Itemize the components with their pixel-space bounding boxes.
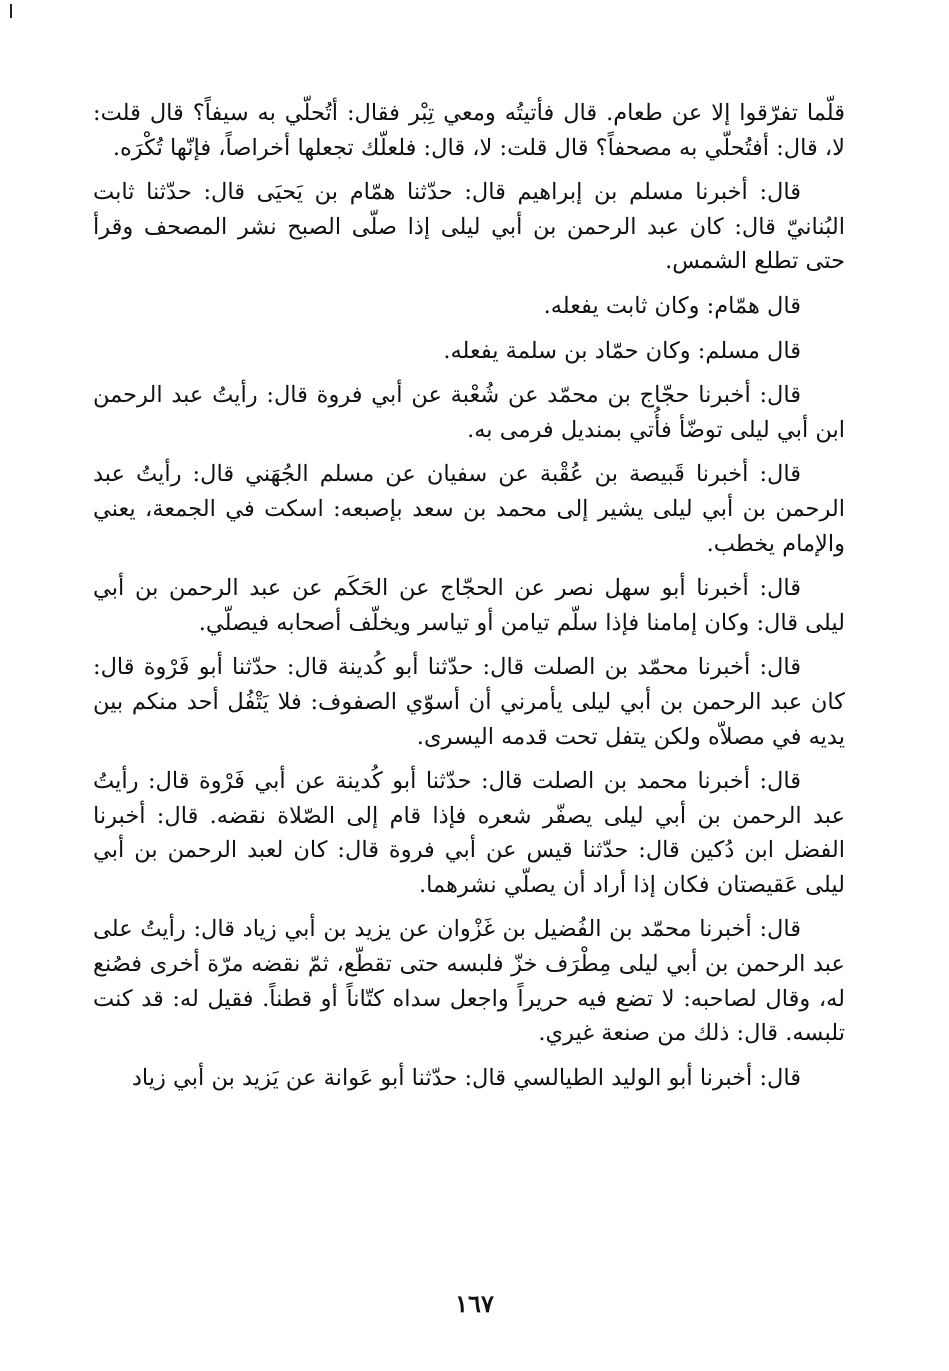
paragraph-9: قال: أخبرنا محمد بن الصلت قال: حدّثنا أبو كُدينة عن أبي فَرْوة قال: رأيتُ عبد الرحمن بن أبي ليلى يصفّر شعره فإذا قام إلى الصّلاة نقضه. قال: أخبرنا الفضل ابن دُكين قال: حدّثنا قيس عن أبي فروة قال: كان لعبد الرحمن بن أبي ليلى عَقيصتان فكان إذا أراد أن يصلّي نشرهما. bbox=[93, 768, 845, 898]
paragraph-3: قال همّام: وكان ثابت يفعله. bbox=[543, 292, 801, 319]
paragraph-11: قال: أخبرنا أبو الوليد الطيالسي قال: حدّثنا أبو عَوانة عن يَزيد بن أبي زياد bbox=[131, 1064, 801, 1091]
paragraph-1: قلّما تفرّقوا إلا عن طعام. قال فأتيتُه ومعي تِبْر فقال: أتُحلّي به سيفاً؟ قال قلت: لا، قال: أفتُحلّي به مصحفاً؟ قال قلت: لا، قال: فلعلّك تجعلها أخراصاً، فإنّها تُكْرَه. bbox=[93, 100, 845, 161]
paragraph-7: قال: أخبرنا أبو سهل نصر عن الحجّاج عن الحَكَم عن عبد الرحمن بن أبي ليلى قال: وكان إمامنا فإذا سلّم تيامن أو تياسر ويخلّف أصحابه فيصلّي. bbox=[93, 575, 845, 636]
page-number: ١٦٧ bbox=[455, 1289, 494, 1318]
paragraph-10: قال: أخبرنا محمّد بن الفُضيل بن غَزْوان عن يزيد بن أبي زياد قال: رأيتُ على عبد الرحمن بن أبي ليلى مِطْرَف خزّ فلبسه حتى تقطّع، ثمّ نقضه مرّة أخرى فصُنع له، وقال لصاحبه: لا تضع فيه حريراً واجعل سداه كتّاناً أو قطناً. فقيل له: قد كنت تلبسه. قال: ذلك من صنعة غيري. bbox=[93, 916, 845, 1047]
scan-mark bbox=[10, 4, 12, 18]
paragraph-8: قال: أخبرنا محمّد بن الصلت قال: حدّثنا أبو كُدينة قال: حدّثنا أبو فَرْوة قال: كان عبد الرحمن بن أبي ليلى يأمرني أن أسوّي الصفوف: فلا يَتْفُل أحد منكم بين يديه في مصلاّه ولكن يتفل تحت قدمه اليسرى. bbox=[93, 654, 845, 750]
paragraph-2: قال: أخبرنا مسلم بن إبراهيم قال: حدّثنا همّام بن يَحيَى قال: حدّثنا ثابت البُنانيّ قال: كان عبد الرحمن بن أبي ليلى إذا صلّى الصبح نشر المصحف وقرأ حتى تطلع الشمس. bbox=[93, 179, 845, 275]
paragraph-6: قال: أخبرنا قَبيصة بن عُقْبة عن سفيان عن مسلم الجُهَني قال: رأيتُ عبد الرحمن بن أبي ليلى يشير إلى محمد بن سعد بإصبعه: اسكت في الجمعة، يعني والإمام يخطب. bbox=[93, 461, 845, 557]
paragraph-4: قال مسلم: وكان حمّاد بن سلمة يفعله. bbox=[443, 337, 801, 364]
body-text bbox=[93, 96, 845, 1105]
paragraph-5: قال: أخبرنا حجّاج بن محمّد عن شُعْبة عن أبي فروة قال: رأيتُ عبد الرحمن ابن أبي ليلى توضّأ فأُتي بمنديل فرمى به. bbox=[93, 382, 845, 443]
